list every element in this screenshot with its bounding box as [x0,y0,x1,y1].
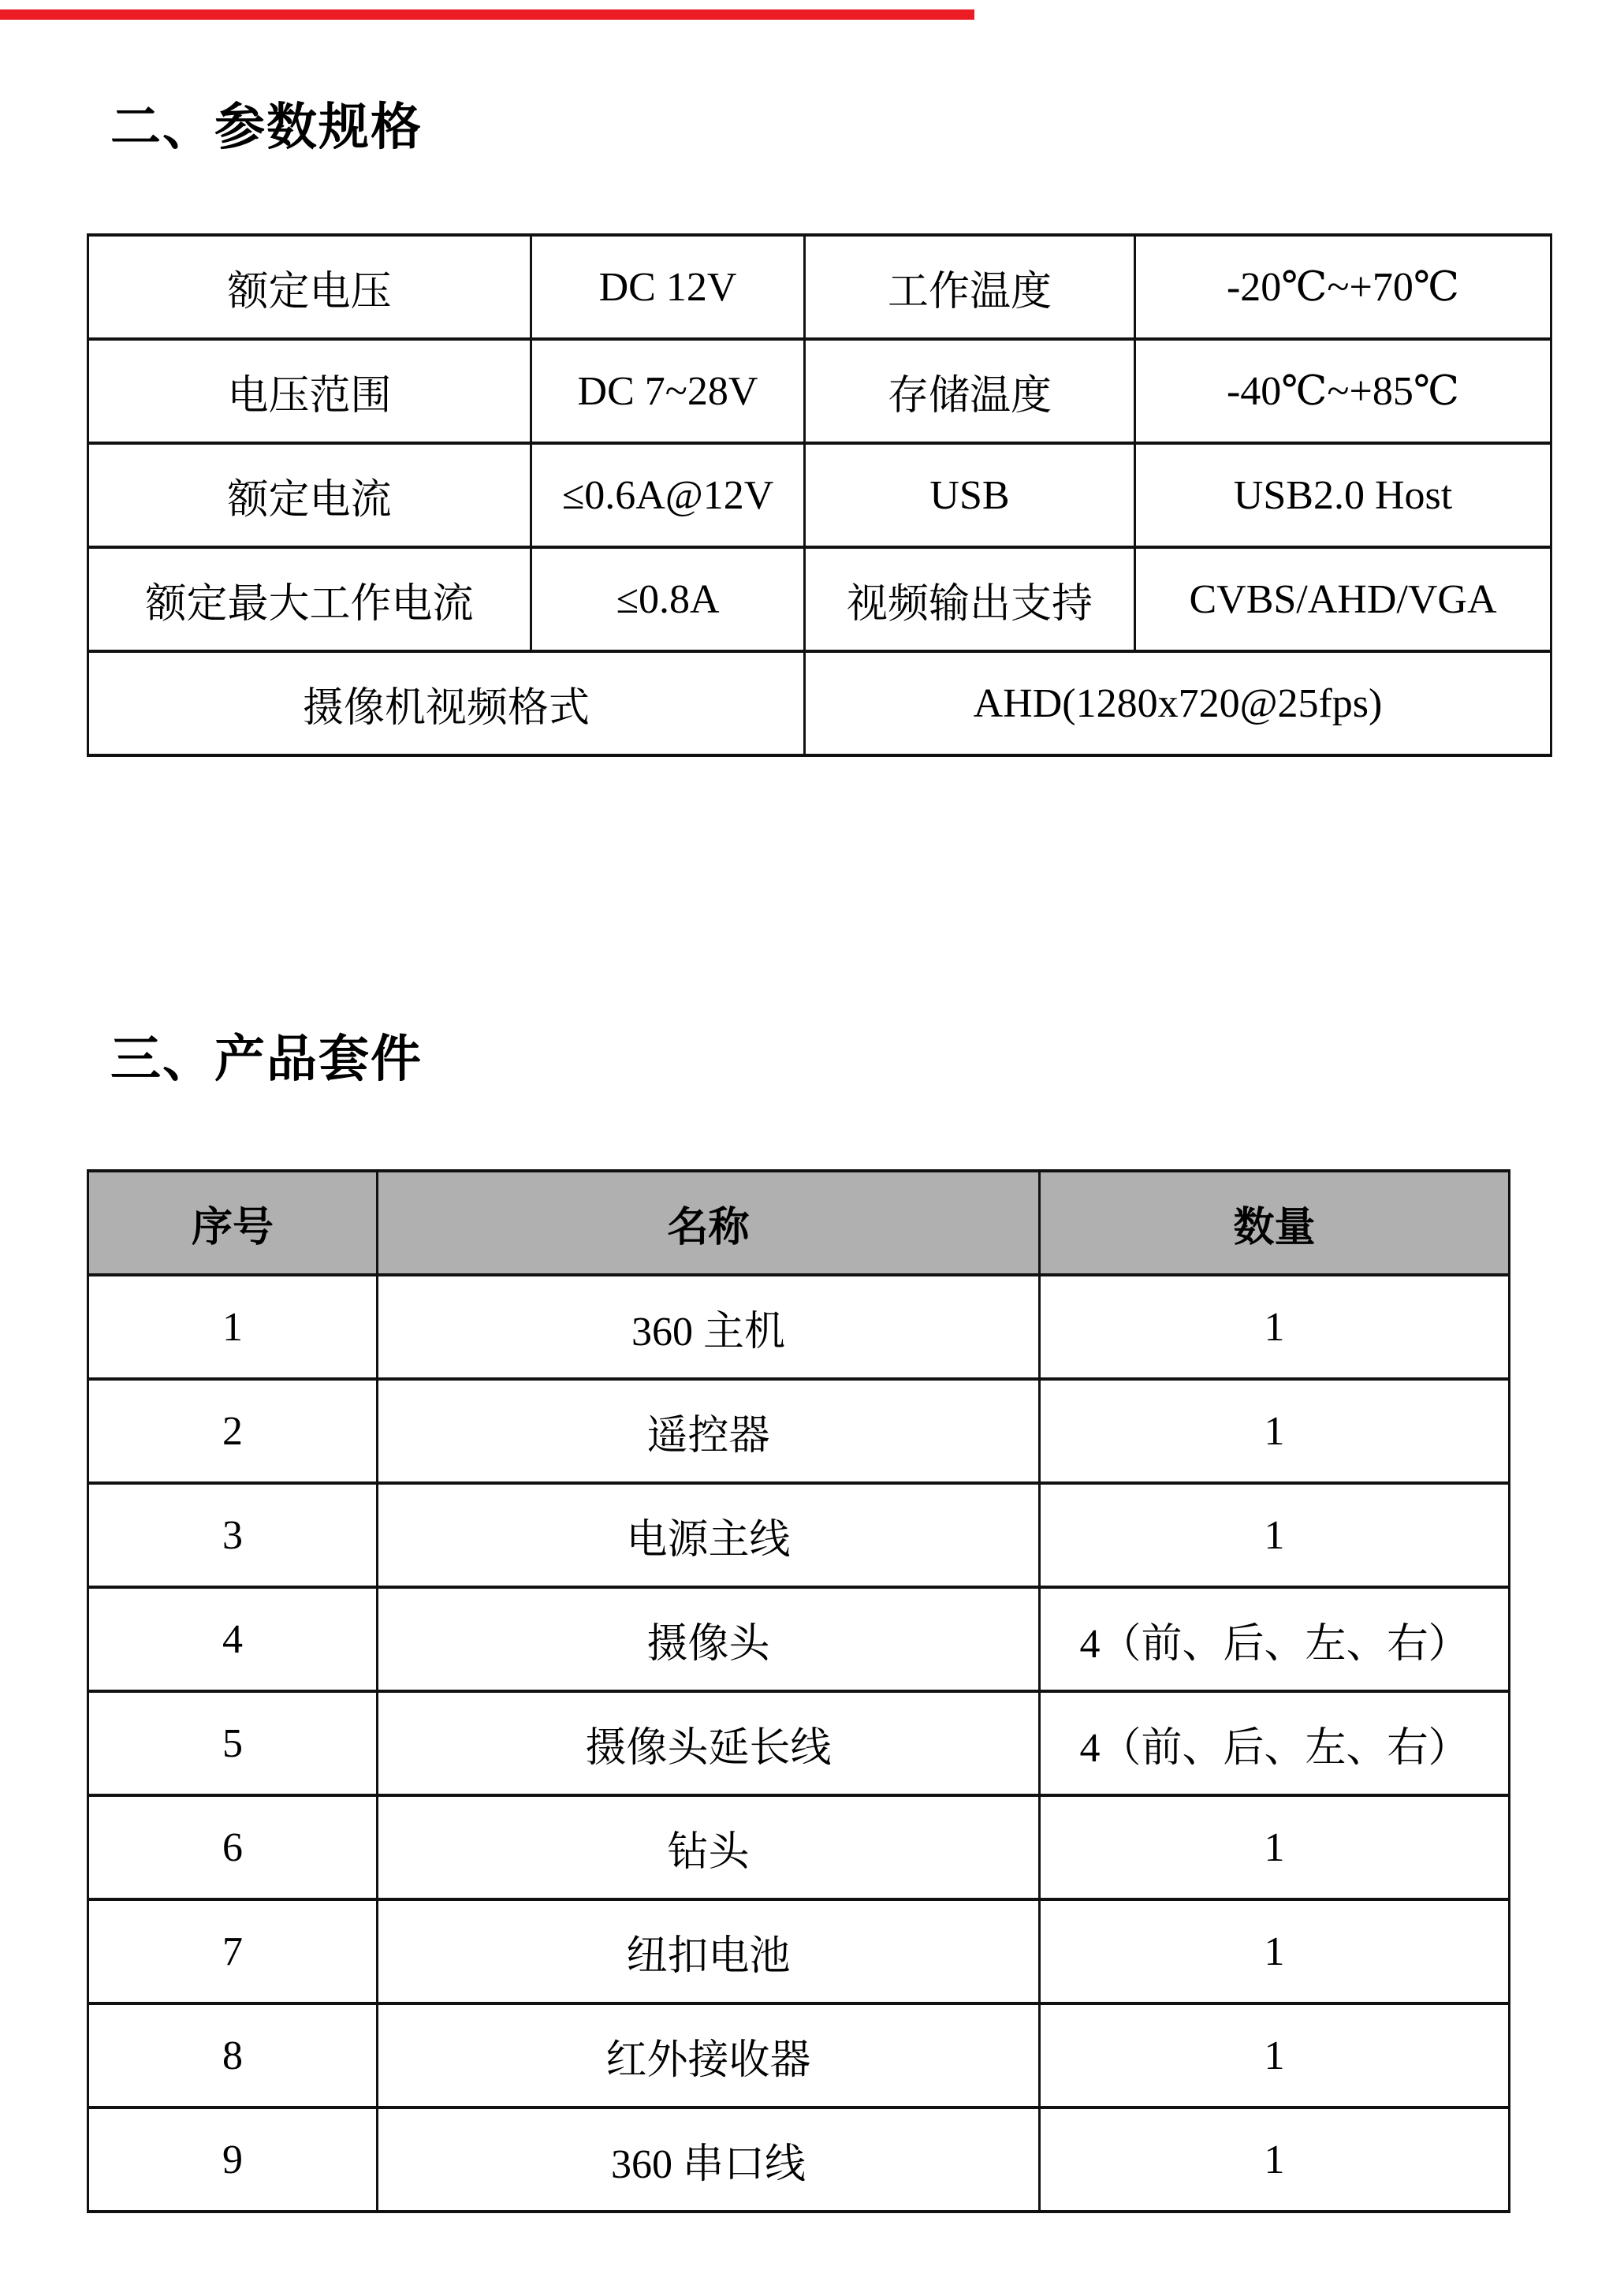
kit-index-cell: 9 [88,2108,378,2212]
spec-value-cell: -40℃~+85℃ [1135,339,1551,443]
spec-row [88,443,1551,547]
kit-name-cell: 红外接收器 [378,2003,1040,2108]
kit-row [88,1795,1510,1899]
spec-value-cell: DC 12V [531,235,805,339]
spec-value-cell: USB2.0 Host [1135,443,1551,547]
spec-row-merged [88,651,1551,755]
spec-label-cell: 额定电压 [88,235,531,339]
spec-label-cell: 电压范围 [88,339,531,443]
section-title-specs: 二、参数规格 [110,99,423,155]
spec-row [88,547,1551,651]
spec-value-cell: CVBS/AHD/VGA [1135,547,1551,651]
kit-row [88,1379,1510,1483]
section-title-kit: 三、产品套件 [110,1031,423,1087]
spec-table [87,233,1552,757]
kit-name-cell: 纽扣电池 [378,1899,1040,2003]
spec-row [88,235,1551,339]
kit-row [88,2108,1510,2212]
kit-row [88,2003,1510,2108]
kit-header-qty: 数量 [1040,1171,1510,1275]
kit-index-cell: 6 [88,1795,378,1899]
kit-qty-cell: 1 [1040,1275,1510,1379]
kit-qty-cell: 1 [1040,1795,1510,1899]
kit-index-cell: 2 [88,1379,378,1483]
kit-index-cell: 4 [88,1587,378,1691]
spec-label-cell: 额定最大工作电流 [88,547,531,651]
kit-name-cell: 摄像头 [378,1587,1040,1691]
top-progress-bar [0,9,974,20]
spec-label-cell: 额定电流 [88,443,531,547]
kit-row [88,1587,1510,1691]
spec-value-cell: -20℃~+70℃ [1135,235,1551,339]
spec-value-cell: ≤0.6A@12V [531,443,805,547]
kit-header-index: 序号 [88,1171,378,1275]
kit-name-cell: 遥控器 [378,1379,1040,1483]
kit-qty-cell: 1 [1040,2003,1510,2108]
kit-index-cell: 5 [88,1691,378,1795]
kit-name-cell: 钻头 [378,1795,1040,1899]
kit-name-cell: 电源主线 [378,1483,1040,1587]
kit-index-cell: 3 [88,1483,378,1587]
kit-qty-cell: 1 [1040,1899,1510,2003]
spec-label-cell: 存储温度 [805,339,1135,443]
kit-qty-cell: 1 [1040,2108,1510,2212]
kit-qty-cell: 1 [1040,1379,1510,1483]
kit-row [88,1691,1510,1795]
kit-qty-cell: 1 [1040,1483,1510,1587]
kit-row [88,1899,1510,2003]
kit-name-cell: 360 串口线 [378,2108,1040,2212]
kit-name-cell: 360 主机 [378,1275,1040,1379]
spec-row [88,339,1551,443]
spec-label-cell: 工作温度 [805,235,1135,339]
kit-name-cell: 摄像头延长线 [378,1691,1040,1795]
kit-index-cell: 1 [88,1275,378,1379]
kit-table [87,1169,1510,2213]
spec-value-cell: DC 7~28V [531,339,805,443]
kit-index-cell: 7 [88,1899,378,2003]
kit-row [88,1275,1510,1379]
spec-merged-value-cell: AHD(1280x720@25fps) [805,651,1551,755]
spec-value-cell: ≤0.8A [531,547,805,651]
kit-index-cell: 8 [88,2003,378,2108]
kit-row [88,1483,1510,1587]
kit-qty-cell: 4（前、后、左、右） [1040,1691,1510,1795]
kit-header-name: 名称 [378,1171,1040,1275]
spec-label-cell: 视频输出支持 [805,547,1135,651]
spec-label-cell: USB [805,443,1135,547]
kit-header-row [88,1171,1510,1275]
kit-qty-cell: 4（前、后、左、右） [1040,1587,1510,1691]
spec-merged-label-cell: 摄像机视频格式 [88,651,805,755]
